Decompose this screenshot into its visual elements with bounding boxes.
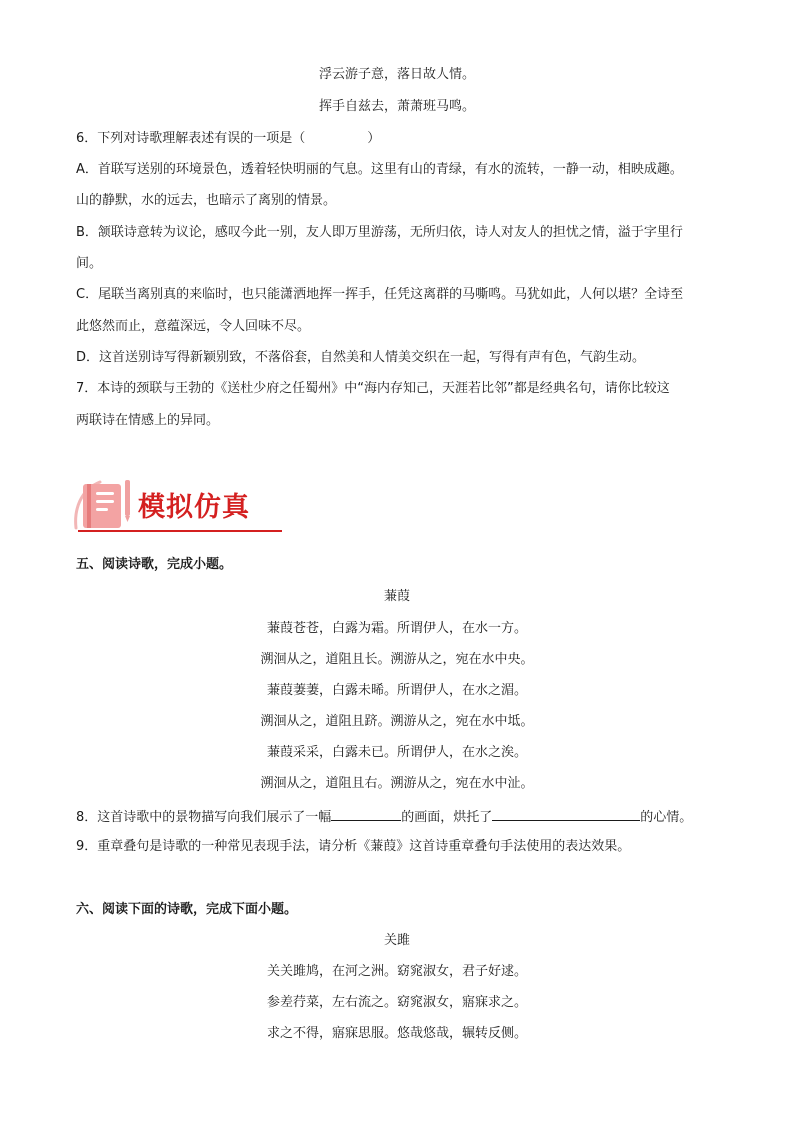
option-b-line2: 间。 (76, 256, 103, 271)
poem-line: 关关雎鸠，在河之洲。窈窕淑女，君子好逑。 (266, 964, 527, 979)
poem-line: 溯洄从之，道阻且长。溯游从之，宛在水中央。 (260, 652, 534, 667)
option-c-line1: C．尾联当离别真的来临时，也只能潇洒地挥一挥手，任凭这离群的马嘶鸣。马犹如此，人何以堪？全诗至 (76, 287, 684, 302)
poem-title: 蒹葭 (383, 589, 410, 604)
question-8-text: 的心情。 (640, 810, 693, 825)
poem-line: 浮云游子意，落日故人情。 (318, 67, 475, 82)
question-6-stem (76, 130, 380, 148)
poem-line: 蒹葭萋萋，白露未晞。所谓伊人，在水之湄。 (266, 683, 527, 698)
option-a-line1: A．首联写送别的环境景色，透着轻快明丽的气息。这里有山的青绿，有水的流转，一静一动，相映成趣。 (76, 162, 683, 177)
banner-title: 模拟仿真 (138, 492, 250, 523)
question-6-stem-close: ） (367, 131, 381, 146)
question-6-stem-text: 6．下列对诗歌理解表述有误的一项是（ (76, 131, 306, 146)
option-a-line2: 山的静默，水的远去，也暗示了离别的情景。 (76, 193, 337, 208)
question-7-line1: 7．本诗的颈联与王勃的《送杜少府之任蜀州》中“海内存知己，天涯若比邻”都是经典名句，请你比较这 (76, 381, 670, 396)
answer-blank[interactable] (331, 807, 401, 821)
poem-line: 蒹葭苍苍，白露为霜。所谓伊人，在水一方。 (266, 621, 527, 636)
option-c-line2: 此悠然而止，意蕴深远，令人回味不尽。 (76, 319, 311, 334)
section-6-heading: 六、阅读下面的诗歌，完成下面小题。 (76, 902, 298, 917)
poem-line: 参差荇菜，左右流之。窈窕淑女，寤寐求之。 (266, 995, 527, 1010)
answer-blank[interactable] (492, 807, 640, 821)
question-7-line2: 两联诗在情感上的异同。 (76, 413, 220, 428)
poem-line: 挥手自兹去，萧萧班马鸣。 (318, 99, 475, 114)
question-8-text: 的画面，烘托了 (401, 810, 493, 825)
poem-line: 蒹葭采采，白露未已。所谓伊人，在水之涘。 (266, 745, 527, 760)
question-9: 9．重章叠句是诗歌的一种常见表现手法，请分析《蒹葭》这首诗重章叠句手法使用的表达效果。 (76, 839, 631, 854)
section-banner (70, 476, 285, 538)
option-b-line1: B．颔联诗意转为议论，感叹今此一别，友人即万里游荡，无所归依，诗人对友人的担忧之情，溢于字里行 (76, 225, 683, 240)
poem-title: 关雎 (383, 933, 410, 948)
section-5-heading: 五、阅读诗歌，完成小题。 (76, 557, 233, 572)
question-8 (76, 807, 692, 827)
question-8-text: 8．这首诗歌中的景物描写向我们展示了一幅 (76, 810, 332, 825)
poem-line: 求之不得，寤寐思服。悠哉悠哉，辗转反侧。 (266, 1026, 527, 1041)
option-d-line1: D．这首送别诗写得新颖别致，不落俗套，自然美和人情美交织在一起，写得有声有色，气韵生动。 (76, 350, 646, 365)
poem-line: 溯洄从之，道阻且跻。溯游从之，宛在水中坻。 (260, 714, 534, 729)
poem-line: 溯洄从之，道阻且右。溯游从之，宛在水中沚。 (260, 776, 534, 791)
